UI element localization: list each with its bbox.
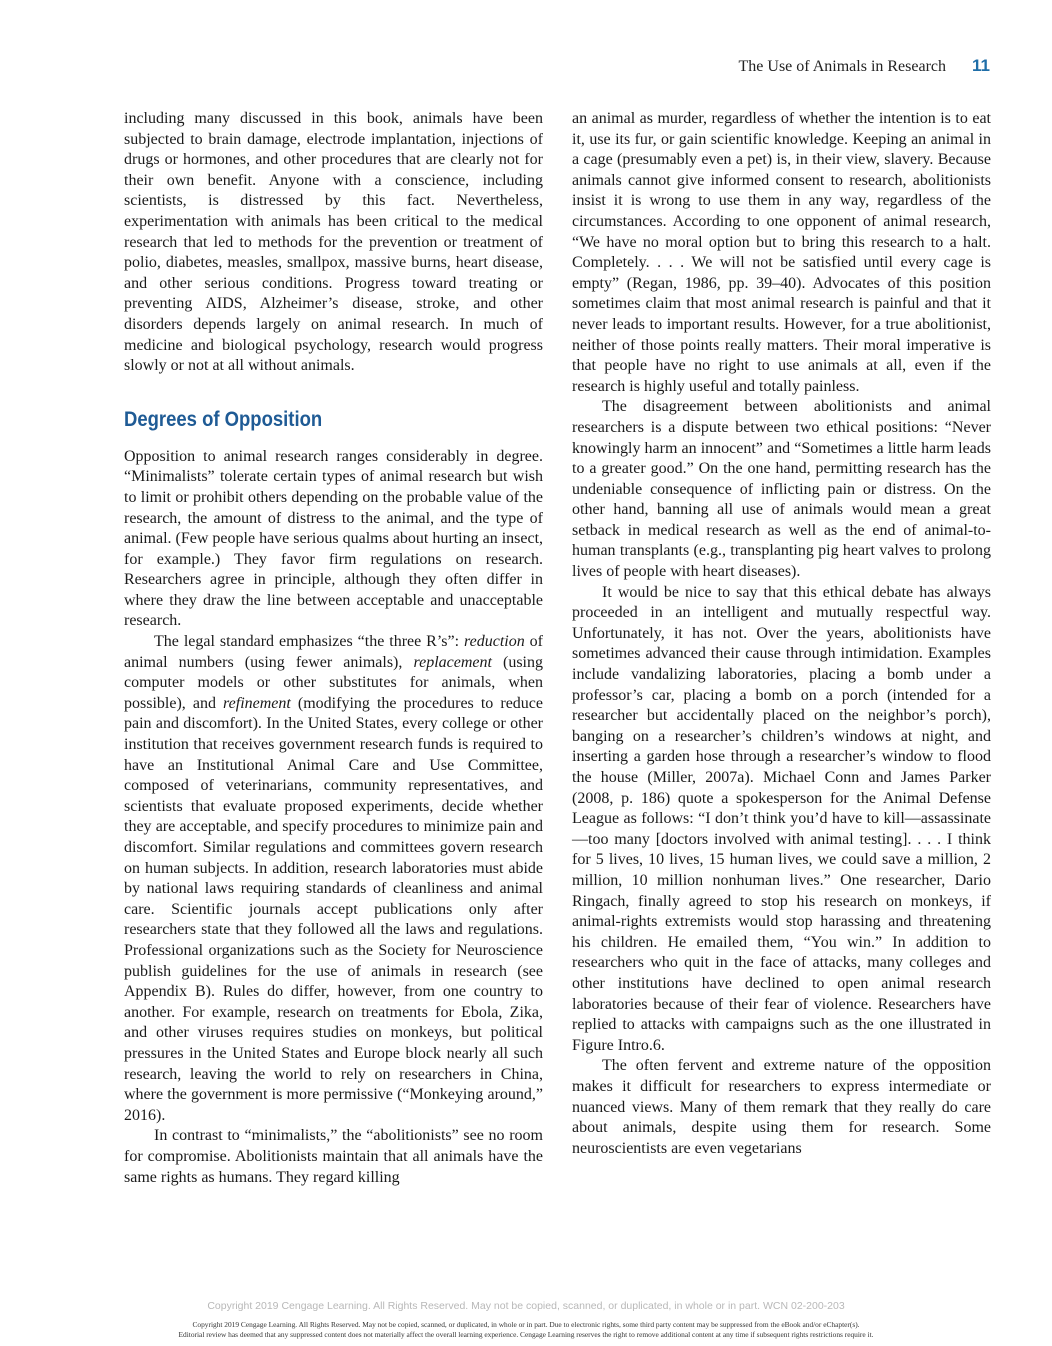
- page-number: 11: [972, 56, 990, 75]
- body-paragraph: The disagreement between abolitionists and animal researchers is a dispute between two ethical positions: “Never knowingly harm an innocent” and “Sometimes a little harm leads to a greater good.” On the one hand, permitting research has the undeniable consequence of inflicting pain or distress. On the other hand, banning all use of animals would mean a great setback in medical research as well as the end of animal-to-human transplants (e.g., transplanting pig heart valves to prolong lives of people with heart diseases).: [572, 398, 991, 581]
- body-paragraph: including many discussed in this book, animals have been subjected to brain damage, electrode implantation, injections of drugs or hormones, and other procedures that are clearly not for their own benefit. Anyone with a conscience, including scientists, is distressed by this fact. Nevertheless, experimentation with animals has been critical to the medical research that led to methods for the prevention or treatment of polio, diabetes, measles, smallpox, massive burns, heart disease, and other serious conditions. Progress toward treating or preventing AIDS, Alzheimer’s disease, stroke, and other disorders depends largely on animal research. In much of medicine and biological psychology, research would progress slowly or not at all without animals.: [124, 110, 543, 375]
- text-run: (using computer models or other substitutes for animals, when possible), and: [124, 653, 543, 712]
- text-run: of animal numbers (using fewer animals),: [124, 633, 543, 671]
- running-title: The Use of Animals in Research: [738, 58, 947, 75]
- copyright-footer: [100, 1320, 952, 1339]
- body-paragraph: [124, 632, 543, 1126]
- italic-term: refinement: [223, 694, 291, 712]
- italic-term: replacement: [413, 653, 492, 671]
- left-column: [124, 109, 543, 1188]
- body-paragraph: In contrast to “minimalists,” the “abolitionists” see no room for compromise. Abolitionists maintain that all animals have the same rights as humans. They regard killing: [124, 1127, 543, 1186]
- copyright-watermark: Copyright 2019 Cengage Learning. All Rights Reserved. May not be copied, scanned, or duplicated, in whole or in part. WCN 02-200-203: [207, 1300, 845, 1312]
- right-column: [572, 109, 991, 1159]
- body-paragraph: an animal as murder, regardless of whether the intention is to eat it, use its fur, or gain scientific knowledge. Keeping an animal in a cage (presumably even a pet) is, in their view, slavery. Because animals cannot give informed consent to research, abolitionists insist it is wrong to use them in any way, regardless of the circumstances. According to one opponent of animal research, “We have no moral option but to bring this research to a halt. Completely. . . . We will not be satisfied until every cage is empty” (Regan, 1986, pp. 39–40). Advocates of this position sometimes claim that most animal research is painful and that it never leads to important results. However, for a true abolitionist, neither of those points really matters. Their moral imperative is that people have no right to use animals at all, even if the research is highly useful and totally painless.: [572, 110, 991, 395]
- body-paragraph: It would be nice to say that this ethical debate has always proceeded in an intelligent and mutually respectful way. Unfortunately, it has not. Over the years, abolitionists have sometimes advanced their cause through intimidation. Examples include vandalizing laboratories, placing a bomb under a professor’s car, placing a bomb on a porch (intended for a researcher but accidentally placed on the neighbor’s porch), banging on a researcher’s children’s windows at night, and inserting a garden hose through a researcher’s window to flood the house (Miller, 2007a). Michael Conn and James Parker (2008, p. 186) quote a spokesperson for the Animal Defense League as follows: “I don’t think you’d have to kill—assassinate—too many [doctors involved with animal testing]. . . . I think for 5 lives, 10 lives, 15 human lives, we could save a million, 2 million, 10 million nonhuman lives.” One researcher, Dario Ringach, finally agreed to stop his research on monkeys, if animal-rights extremists would stop harassing and threatening his children. He emailed them, “You win.” In addition to researchers who quit in the face of attacks, many colleges and other institutions have declined to open animal research laboratories because of their fear of violence. Researchers have replied to attacks with campaigns such as the one illustrated in Figure Intro.6.: [572, 583, 991, 1054]
- body-paragraph: The often fervent and extreme nature of the opposition makes it difficult for researchers to express intermediate or nuanced views. Many of them remark that they really do care about animals, despite using them for research. Some neuroscientists are even vegetarians: [572, 1057, 991, 1157]
- body-paragraph: Opposition to animal research ranges considerably in degree. “Minimalists” tolerate certain types of animal research but wish to limit or prohibit others depending on the probable value of the research, the amount of distress to the animal, and the type of animal. (Few people have serious qualms about hurting an insect, for example.) They favor firm regulations on research. Researchers agree in principle, although they often differ in where they draw the line between acceptable and unacceptable research.: [124, 447, 544, 630]
- text-run: (modifying the procedures to reduce pain and discomfort). In the United States, every college or other institution that receives government research funds is required to have an Institutional Animal Care and Use Committee, composed of veterinarians, community representatives, and scientists that evaluate proposed experiments, decide whether they are acceptable, and specify procedures to minimize pain and discomfort. Similar regulations and committees govern research on human subjects. In addition, research laboratories must abide by national laws requiring standards of cleanliness and animal care. Scientific journals accept publications only after researchers state that they followed all the laws and regulations. Professional organizations such as the Society for Neuroscience publish guidelines for the use of animals in research (see Appendix B). Rules do differ, however, from one country to another. For example, research on treatments for Ebola, Zika, and other viruses requires studies on monkeys, but political pressures in the United States and Europe block nearly all such research, leaving the world to rely on researchers in China, where the government is more permissive (“Monkeying around,” 2016).: [124, 694, 543, 1124]
- text-run: The legal standard emphasizes “the three R’s”:: [154, 633, 464, 651]
- footer-line: Copyright 2019 Cengage Learning. All Rights Reserved. May not be copied, scanned, or duplicated, in whole or in part. Due to electronic rights, some third party content may be suppressed from the eBook and/or eChapter(s).: [192, 1320, 860, 1329]
- italic-term: reduction: [464, 633, 525, 651]
- section-heading: Degrees of Opposition: [124, 407, 323, 431]
- running-header: [739, 56, 990, 82]
- footer-line: Editorial review has deemed that any suppressed content does not materially affect the overall learning experience. Cengage Learning reserves the right to remove additional content at any time if subsequent rights restrictions require it.: [178, 1329, 874, 1339]
